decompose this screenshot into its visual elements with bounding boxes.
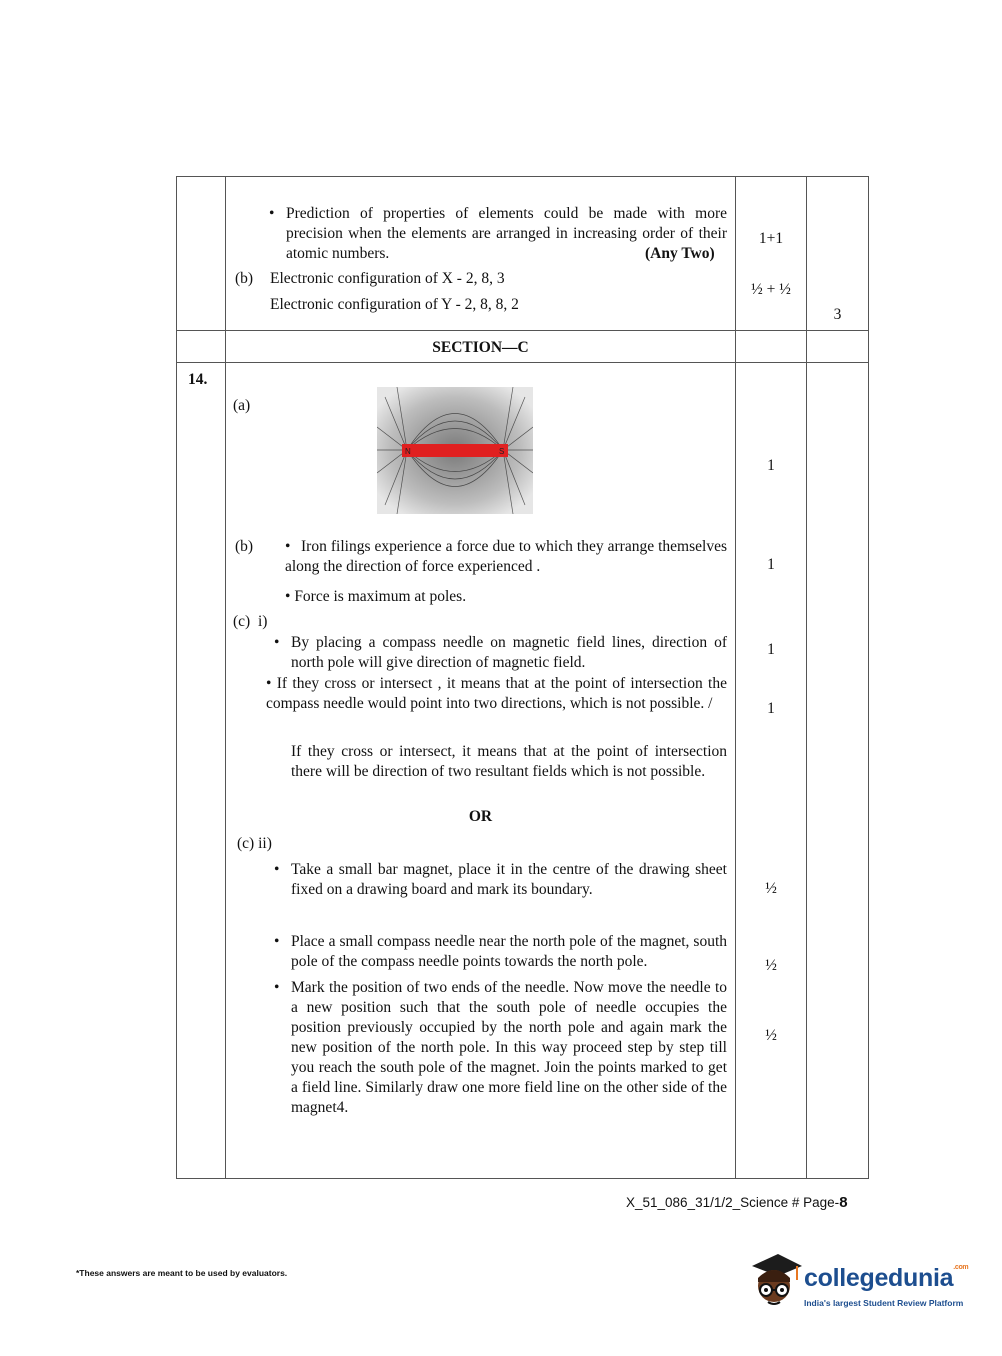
- mascot-icon: [744, 1248, 806, 1318]
- bullet-mark: •: [285, 538, 291, 555]
- total-mark: 3: [833, 306, 842, 323]
- part-b-mark: 1: [767, 556, 775, 573]
- part-b-label: (b): [235, 538, 254, 555]
- part-cii-label: (c) ii): [237, 835, 272, 852]
- table-right-border: [868, 176, 869, 1179]
- part-ci-alternative: If they cross or intersect, it means that at the point of intersection there will be direction of two resultant fields which is not possible.: [291, 743, 727, 780]
- part-cii-mark-1: ½: [765, 880, 777, 897]
- bar-magnet: [402, 444, 508, 457]
- part-cii-point-3: • Mark the position of two ends of the needle. Now move the needle to a new position such that the south pole of needle occupies the position previously occupied by the north pole and again mark the new position of the north pole. In this way proceed step by step till you reach the south pole of the magnet. Join the points marked to get a field line. Similarly draw one more field line on the other side of the magnet4.: [291, 978, 727, 1118]
- page-reference-text: X_51_086_31/1/2_Science # Page-: [626, 1195, 840, 1210]
- brand-tagline: India's largest Student Review Platform: [804, 1298, 964, 1308]
- table-col-divider-1: [225, 176, 226, 1179]
- b-label-1: (b): [235, 270, 254, 287]
- brand-text: collegedunia: [804, 1264, 954, 1292]
- north-pole-label: N: [405, 447, 411, 456]
- part-b-point-1: [285, 537, 727, 577]
- south-pole-label: S: [499, 447, 505, 456]
- part-a-label: (a): [233, 397, 251, 414]
- evaluator-note: *These answers are meant to be used by evaluators.: [76, 1268, 288, 1278]
- brand-name: [804, 1264, 968, 1293]
- page-number: 8: [839, 1194, 848, 1211]
- collegedunia-logo: [744, 1248, 974, 1320]
- table-row-divider-2: [176, 362, 869, 363]
- part-cii-mark-3: ½: [765, 1027, 777, 1044]
- config-x: Electronic configuration of X - 2, 8, 3: [270, 270, 505, 287]
- magnet-field-figure: [377, 387, 533, 514]
- part-cii-point-1: • Take a small bar magnet, place it in the centre of the drawing sheet fixed on a drawing board and mark its boundary.: [291, 860, 727, 900]
- part-b-point-2: [285, 587, 727, 607]
- table-col-divider-3: [806, 176, 807, 1179]
- bullet-prediction: • Prediction of properties of elements could be made with more precision when the elements are arranged in increasing order of their atomic numbers.: [286, 204, 727, 264]
- iron-filings-svg: [377, 387, 533, 514]
- or-divider: OR: [468, 808, 493, 825]
- table-left-border: [176, 176, 177, 1179]
- mark-half-plus-half: ½ + ½: [751, 281, 791, 298]
- table-row-divider-1: [176, 330, 869, 331]
- section-title: SECTION—C: [432, 339, 529, 356]
- mark-1-plus-1: 1+1: [758, 230, 784, 247]
- table-bottom-border: [176, 1178, 869, 1179]
- part-ci-mark-1: 1: [767, 641, 775, 658]
- brand-suffix: .com: [953, 1264, 969, 1271]
- bullet-mark: •: [266, 675, 277, 692]
- question-number: 14.: [188, 371, 208, 388]
- config-y: Electronic configuration of Y - 2, 8, 8, 2: [270, 296, 519, 313]
- part-ci-point-2-text: If they cross or intersect , it means that at the point of intersection the compass needle would point into two directions, which is not possible. /: [266, 675, 727, 712]
- part-a-mark: 1: [767, 457, 775, 474]
- table-top-border: [176, 176, 869, 177]
- page-reference: [626, 1194, 848, 1212]
- bullet-mark: •: [285, 588, 295, 605]
- part-ci-point-1: • By placing a compass needle on magnetic field lines, direction of north pole will give direction of magnetic field.: [291, 633, 727, 673]
- part-b-point-1-text: Iron filings experience a force due to which they arrange themselves along the direction of force experienced .: [285, 538, 727, 575]
- part-cii-point-2: • Place a small compass needle near the north pole of the magnet, south pole of the compass needle points towards the north pole.: [291, 932, 727, 972]
- part-ci-label: (c) i): [233, 613, 268, 630]
- part-cii-mark-2: ½: [765, 957, 777, 974]
- any-two-label: (Any Two): [645, 245, 715, 262]
- part-b-point-2-text: Force is maximum at poles.: [294, 588, 467, 605]
- part-ci-point-2: [266, 674, 727, 714]
- part-ci-mark-2: 1: [767, 700, 775, 717]
